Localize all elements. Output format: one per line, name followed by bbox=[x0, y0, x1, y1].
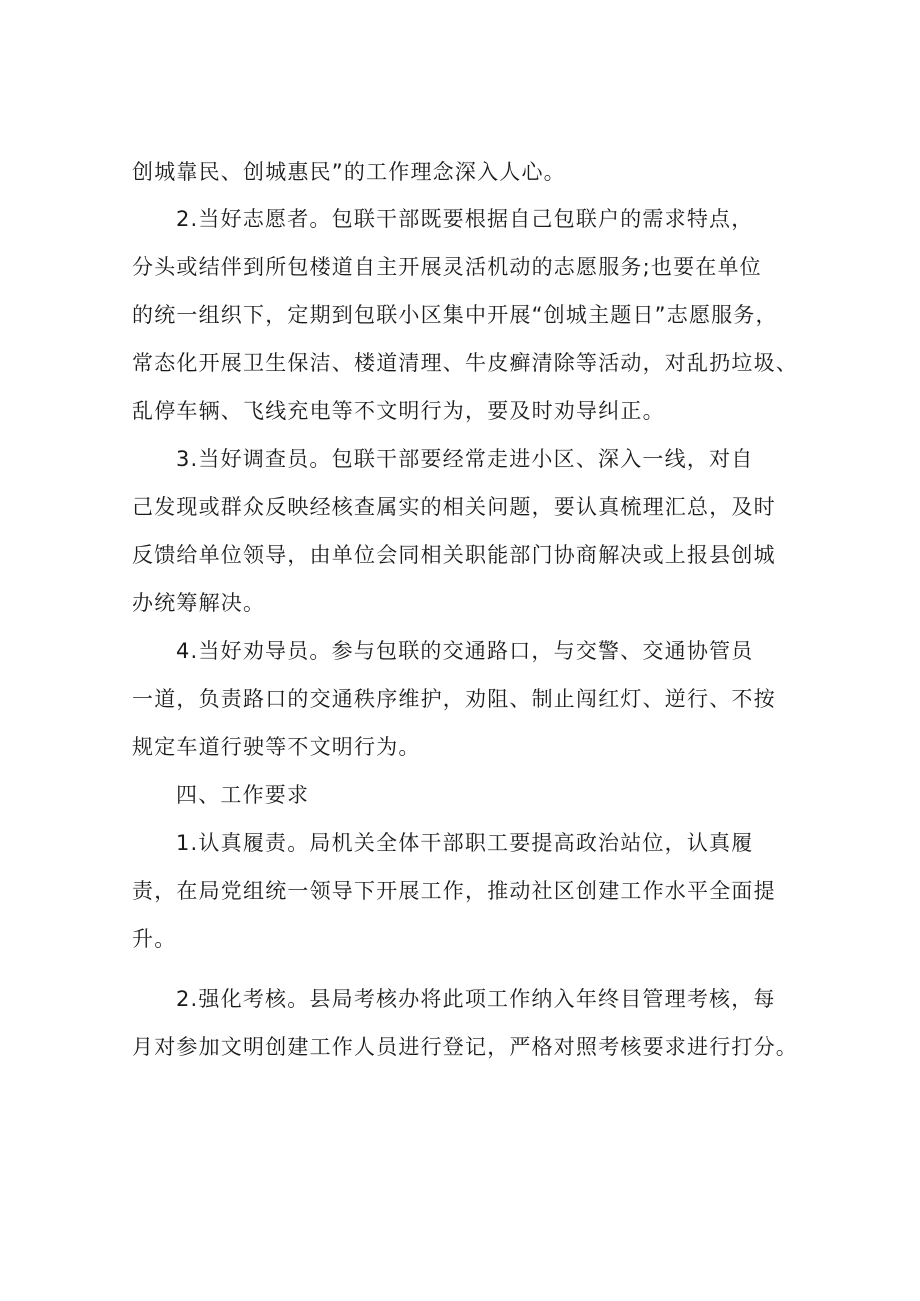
paragraph-line: 反馈给单位领导，由单位会同相关职能部门协商解决或上报县创城 bbox=[132, 543, 776, 567]
section-heading: 四、工作要求 bbox=[176, 783, 310, 807]
paragraph-line: 升。 bbox=[132, 927, 177, 951]
paragraph-line: 责，在局党组统一领导下开展工作，推动社区创建工作水平全面提 bbox=[132, 879, 776, 903]
paragraph-line: 4.当好劝导员。参与包联的交通路口，与交警、交通协管员 bbox=[176, 639, 754, 663]
paragraph-line: 创城靠民、创城惠民”的工作理念深入人心。 bbox=[132, 160, 566, 184]
paragraph-line: 的统一组织下，定期到包联小区集中开展“创城主题日”志愿服务， bbox=[132, 303, 778, 327]
paragraph-line: 2.强化考核。县局考核办将此项工作纳入年终目管理考核，每 bbox=[176, 987, 776, 1011]
paragraph-line: 规定车道行驶等不文明行为。 bbox=[132, 735, 421, 759]
paragraph-line: 1.认真履责。局机关全体干部职工要提高政治站位，认真履 bbox=[176, 831, 754, 855]
paragraph-line: 2.当好志愿者。包联干部既要根据自己包联户的需求特点， bbox=[176, 207, 754, 231]
paragraph-line: 3.当好调查员。包联干部要经常走进小区、深入一线，对自 bbox=[176, 447, 754, 471]
paragraph-line: 乱停车辆、飞线充电等不文明行为，要及时劝导纠正。 bbox=[132, 399, 665, 423]
paragraph-line: 月对参加文明创建工作人员进行登记，严格对照考核要求进行打分。 bbox=[132, 1035, 798, 1059]
paragraph-line: 一道，负责路口的交通秩序维护，劝阻、制止闯红灯、逆行、不按 bbox=[132, 687, 776, 711]
paragraph-line: 办统筹解决。 bbox=[132, 591, 266, 615]
paragraph-line: 己发现或群众反映经核查属实的相关问题，要认真梳理汇总，及时 bbox=[132, 495, 776, 519]
paragraph-line: 常态化开展卫生保洁、楼道清理、牛皮癣清除等活动，对乱扔垃圾、 bbox=[132, 351, 798, 375]
paragraph-line: 分头或结伴到所包楼道自主开展灵活机动的志愿服务;也要在单位 bbox=[132, 255, 762, 279]
